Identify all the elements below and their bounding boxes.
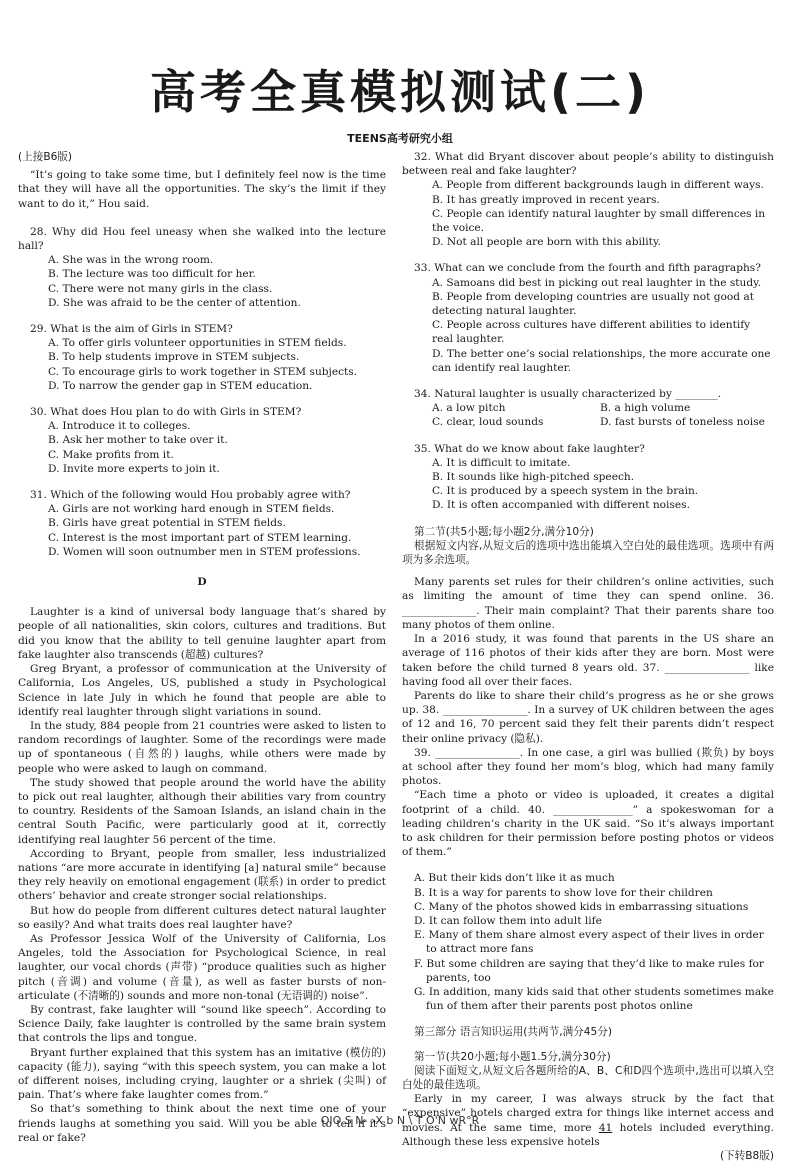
option[interactable]: D. Not all people are born with this ability.	[432, 236, 661, 249]
passage-paragraph: By contrast, fake laughter will “sound like speech”. According to Science Daily, fake laughter is controlled by the same brain system that controls the lips and tongue.	[18, 1003, 386, 1045]
option[interactable]: D. fast bursts of toneless noise	[600, 416, 765, 429]
option[interactable]: D. Women will soon outnumber men in STEM professions.	[48, 545, 361, 558]
question-32	[402, 150, 774, 249]
passage-paragraph: So that’s something to think about the next time one of your friends laughs at something you said. Will you be able to tell if it’s real or fake?	[18, 1103, 386, 1144]
page-footer: QIO S N- ›X b N \ T O'N wR°R	[320, 1114, 480, 1127]
passage-text: Early in my career, I was always struck by the fact that “expensive” hotels charged extra for things like internet access and movies. At the same time, more	[402, 1093, 774, 1134]
option[interactable]: B. Girls have great potential in STEM fields.	[48, 517, 286, 530]
option[interactable]: A. It is difficult to imitate.	[432, 456, 571, 469]
blank-41[interactable]: 41	[598, 1121, 613, 1134]
cloze-paragraph: 39. ________________. In one case, a girl was bullied (欺负) by boys at school after they found her mom’s blog, which had many family photos.	[402, 746, 774, 788]
question-stem: 34. Natural laughter is usually characterized by ________.	[414, 388, 722, 401]
option[interactable]: D. To narrow the gender gap in STEM education.	[48, 379, 313, 392]
question-stem: 30. What does Hou plan to do with Girls in STEM?	[30, 406, 302, 419]
option[interactable]: C. People across cultures have different abilities to identify real laughter.	[432, 319, 751, 346]
passage-paragraph: Bryant further explained that this system has an imitative (模仿的) capacity (能力), saying “with this speech system, you can make a lot of different noises, including crying, laughter or a shriek (尖叫) of pain. That’s where fake laughter comes from.”	[18, 1046, 386, 1102]
passage-paragraph: But how do people from different cultures detect natural laughter so easily? And what traits does real laughter have?	[18, 904, 386, 931]
cloze-option[interactable]: B. It is a way for parents to show love for their children	[414, 886, 713, 899]
part3-instruction: 阅读下面短文,从短文后各题所给的A、B、C和D四个选项中,选出可以填入空白处的最佳选项。	[402, 1064, 774, 1091]
right-column	[402, 150, 774, 1163]
cloze-paragraph: In a 2016 study, it was found that parents in the US share an average of 116 photos of their kids after they are born. Most were taken before the child turned 8 years old. 37. ________________ like having food all over their faces.	[402, 633, 774, 688]
option[interactable]: A. People from different backgrounds laugh in different ways.	[432, 179, 764, 192]
option[interactable]: C. Interest is the most important part of STEM learning.	[48, 531, 352, 544]
option[interactable]: C. There were not many girls in the class.	[48, 282, 273, 295]
passage-paragraph: Greg Bryant, a professor of communication at the University of California, Los Angeles, US, published a study in Psychological Science in late July in which he found that people are able to identify real laughter through slight variations in sound.	[18, 663, 386, 718]
question-34	[402, 387, 774, 430]
option[interactable]: A. Introduce it to colleges.	[48, 420, 191, 433]
cloze-passage	[402, 575, 774, 859]
cloze-option[interactable]: A. But their kids don’t like it as much	[414, 872, 615, 885]
question-29	[18, 322, 386, 393]
continued-to: (下转B8版)	[719, 1150, 774, 1162]
option[interactable]: B. People from developing countries are usually not good at detecting natural laughter.	[432, 290, 754, 318]
option[interactable]: C. It is produced by a speech system in the brain.	[432, 485, 699, 498]
page-title: 高考全真模拟测试(二)	[149, 65, 651, 119]
section2-instruction: 根据短文内容,从短文后的选项中选出能填入空白处的最佳选项。选项中有两项为多余选项。	[402, 539, 774, 567]
question-stem: 28. Why did Hou feel uneasy when she walked into the lecture hall?	[18, 225, 386, 253]
passage-d	[18, 605, 386, 1145]
section2-title: 第二节(共5小题;每小题2分,满分10分)	[414, 525, 594, 538]
option[interactable]: C. clear, loud sounds	[432, 416, 544, 429]
passage-text: hotels included everything. Although these less expensive hotels	[402, 1121, 774, 1148]
cloze-paragraph: “Each time a photo or video is uploaded, it creates a digital footprint of a child. 40. _______________” a spokeswoman for a leading children’s charity in the UK said. “So it’s always important to ask children for their permission before posting photos or videos of them.”	[402, 789, 774, 859]
question-31	[18, 488, 386, 559]
option[interactable]: B. It sounds like high-pitched speech.	[432, 471, 635, 484]
question-33	[402, 261, 774, 375]
question-stem: 29. What is the aim of Girls in STEM?	[30, 323, 233, 336]
option[interactable]: D. It is often accompanied with different noises.	[432, 499, 690, 512]
option[interactable]: A. a low pitch	[432, 402, 506, 415]
cloze-option[interactable]: D. It can follow them into adult life	[414, 914, 602, 927]
question-stem: 32. What did Bryant discover about people’s ability to distinguish between real and fake laughter?	[402, 151, 774, 178]
cloze-option[interactable]: C. Many of the photos showed kids in embarrassing situations	[414, 900, 749, 913]
intro-paragraph: “It’s going to take some time, but I definitely feel now is the time that they will have all the opportunities. The sky’s the limit if they want to do it,” Hou said.	[18, 169, 386, 210]
option[interactable]: B. The lecture was too difficult for her.	[48, 268, 256, 281]
option[interactable]: C. People can identify natural laughter by small differences in the voice.	[432, 207, 766, 235]
option[interactable]: B. Ask her mother to take over it.	[48, 434, 228, 447]
option[interactable]: D. She was afraid to be the center of attention.	[48, 296, 301, 309]
option[interactable]: C. To encourage girls to work together in STEM subjects.	[48, 365, 358, 378]
question-28	[18, 225, 386, 310]
option[interactable]: A. She was in the wrong room.	[48, 254, 214, 267]
cloze-option[interactable]: G. In addition, many kids said that other students sometimes make fun of them after their parents post photos online	[414, 985, 774, 1013]
option[interactable]: B. a high volume	[600, 402, 691, 415]
cloze-options	[402, 871, 774, 1013]
passage-paragraph: In the study, 884 people from 21 countries were asked to listen to random recordings of laughter. Some of the recordings were made up of spontaneous (自然的) laughs, while others were made by people who were asked to laugh on command.	[18, 719, 386, 775]
option[interactable]: A. To offer girls volunteer opportunities in STEM fields.	[48, 337, 347, 350]
option[interactable]: D. Invite more experts to join it.	[48, 462, 220, 475]
cloze-option[interactable]: E. Many of them share almost every aspect of their lives in order to attract more fans	[414, 929, 764, 956]
option[interactable]: B. To help students improve in STEM subjects.	[48, 351, 300, 364]
option[interactable]: A. Samoans did best in picking out real laughter in the study.	[432, 276, 762, 289]
passage-paragraph: Laughter is a kind of universal body language that’s shared by people of all nationalities, skin colors, cultures and traditions. But did you know that the ability to tell genuine laughter apart from fake laughter also transcends (超越) cultures?	[18, 606, 386, 661]
passage-paragraph: The study showed that people around the world have the ability to pick out real laughter, although their abilities vary from country to country. Residents of the Samoan Islands, an island chain in the central South Pacific, were particularly good at it, correctly identifying real laughter 56 percent of the time.	[18, 776, 386, 846]
option[interactable]: A. Girls are not working hard enough in STEM fields.	[48, 503, 335, 516]
part3-title: 第三部分 语言知识运用(共两节,满分45分)	[414, 1026, 612, 1039]
passage-paragraph: As Professor Jessica Wolf of the University of California, Los Angeles, told the Association for Psychological Science, in real laughter, our vocal chords (声带) “produce qualities such as higher pitch (音调) and volume (音量), as well as faster bursts of non-articulate (不清晰的) sounds and more non-tonal (无语调的) noise”.	[18, 932, 386, 1002]
question-stem: 33. What can we conclude from the fourth and fifth paragraphs?	[414, 262, 761, 275]
option[interactable]: D. The better one’s social relationships, the more accurate one can identify real laughter.	[432, 347, 771, 374]
cloze-paragraph: Parents do like to share their child’s progress as he or she grows up. 38. ________________. In a survey of UK children between the ages of 12 and 16, 70 percent said they felt their parents didn’t respect their online privacy (隐私).	[402, 689, 774, 745]
page-subtitle: TEENS高考研究小组	[347, 132, 453, 145]
question-30	[18, 405, 386, 476]
continued-from: (上接B6版)	[18, 151, 73, 163]
cloze-paragraph: Many parents set rules for their children’s online activities, such as limiting the amount of time they can spend online. 36. ______________. Their main complaint? That their parents share too many photos of them online.	[402, 576, 774, 631]
part3-section1: 第一节(共20小题;每小题1.5分,满分30分)	[414, 1050, 611, 1063]
left-column	[18, 150, 386, 1145]
question-35	[402, 442, 774, 513]
passage-paragraph: According to Bryant, people from smaller, less industrialized nations “are more accurate in identifying [a] natural smile” because they rely heavily on emotional engagement (联系) in order to predict others’ behavior and create stronger social relationships.	[18, 847, 386, 903]
question-stem: 31. Which of the following would Hou probably agree with?	[30, 489, 351, 502]
question-stem: 35. What do we know about fake laughter?	[414, 442, 645, 455]
section-d-heading: D	[197, 576, 207, 589]
option[interactable]: C. Make profits from it.	[48, 448, 174, 461]
option[interactable]: B. It has greatly improved in recent years.	[432, 193, 660, 206]
cloze-option[interactable]: F. But some children are saying that they’d like to make rules for parents, too	[414, 957, 764, 984]
